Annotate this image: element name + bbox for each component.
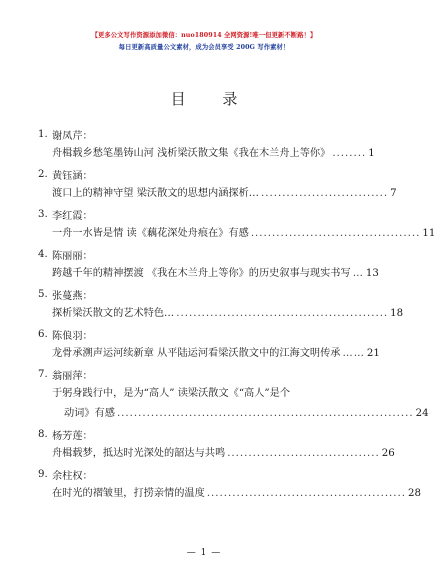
- entry-page-number: 21: [366, 348, 380, 359]
- entry-page-number: 26: [381, 448, 395, 459]
- entry-page-number: 7: [390, 188, 397, 199]
- toc-entry: [38, 244, 379, 284]
- entry-number: 5.: [38, 288, 48, 300]
- toc-entry: [38, 424, 395, 464]
- table-of-contents: [38, 124, 435, 504]
- entry-page-number: 11: [422, 228, 435, 239]
- entry-number: 4.: [38, 248, 48, 260]
- leader-dots: ...............................................: [206, 488, 407, 499]
- entry-author: 余柱权：: [52, 470, 93, 482]
- entry-title-continuation[interactable]: 动词》有感: [64, 408, 115, 419]
- toc-entry: [38, 464, 421, 504]
- entry-author: 陈俍羽：: [52, 330, 93, 342]
- entry-author: 李红霞：: [52, 210, 93, 222]
- entry-title[interactable]: 渡口上的精神守望 梁沃散文的思想内涵探析…: [52, 188, 259, 199]
- entry-title[interactable]: 跨越千年的精神摆渡 《我在木兰舟上等你》的历史叙事与现实书写: [52, 268, 351, 279]
- promo-header-red: 【更多公文写作资源添加微信：nuo180914 全网资源!唯一但更新不断路！】: [91, 32, 317, 39]
- entry-title[interactable]: 在时光的褶皱里，打捞亲情的温度: [52, 488, 205, 499]
- entry-title[interactable]: 探析梁沃散文的艺术特色…: [52, 308, 175, 319]
- promo-header-blue: 每日更新高质量公文素材，成为会员享受 200G 写作素材！: [118, 44, 290, 51]
- entry-number: 8.: [38, 428, 48, 440]
- page-title: 目 录: [170, 90, 254, 108]
- toc-entry: [38, 364, 429, 424]
- entry-number: 6.: [38, 328, 48, 340]
- entry-page-number: 24: [415, 408, 429, 419]
- entry-number: 3.: [38, 208, 48, 220]
- toc-entry: [38, 324, 380, 364]
- toc-entry: [38, 204, 435, 244]
- entry-title[interactable]: 龙骨承溯声运河续新章 从平陆运河看梁沃散文中的江海文明传承: [52, 348, 341, 359]
- entry-number: 1.: [38, 128, 48, 140]
- entry-author: 陈丽丽：: [52, 250, 93, 262]
- entry-number: 9.: [38, 468, 48, 480]
- entry-title[interactable]: 一舟一水皆是情 读《藕花深处舟痕在》有感: [52, 228, 249, 239]
- leader-dots: ……: [342, 348, 365, 359]
- entry-page-number: 1: [368, 148, 375, 159]
- entry-author: 张蔓燕：: [52, 290, 93, 302]
- leader-dots: ......................................................................: [116, 408, 414, 419]
- leader-dots: ........: [332, 148, 367, 159]
- entry-author: 杨芳莲：: [52, 430, 93, 442]
- entry-title[interactable]: 舟楫载乡愁笔墨铸山河 浅析梁沃散文集《我在木兰舟上等你》: [52, 148, 331, 159]
- toc-entry: [38, 124, 375, 164]
- entry-author: 黄钰涵：: [52, 170, 93, 182]
- entry-title[interactable]: 舟楫载梦，抵达时光深处的韶达与共鸣: [52, 448, 226, 459]
- toc-entry: [38, 164, 397, 204]
- entry-title[interactable]: 于躬身践行中，是为“高人” 读梁沃散文《“高人”是个: [52, 388, 291, 399]
- leader-dots: …: [352, 268, 364, 279]
- page-number-footer: — 1 —: [186, 548, 222, 558]
- entry-page-number: 18: [390, 308, 404, 319]
- entry-page-number: 13: [365, 268, 379, 279]
- entry-author: 翁丽萍：: [52, 370, 93, 382]
- toc-entry: [38, 284, 404, 324]
- entry-author: 谢凤芹：: [52, 130, 93, 142]
- entry-number: 7.: [38, 368, 48, 380]
- leader-dots: ....................................: [227, 448, 380, 459]
- entry-page-number: 28: [408, 488, 421, 499]
- leader-dots: ..................................................: [176, 308, 389, 319]
- entry-number: 2.: [38, 168, 48, 180]
- leader-dots: ..............................: [261, 188, 389, 199]
- leader-dots: ........................................: [250, 228, 421, 239]
